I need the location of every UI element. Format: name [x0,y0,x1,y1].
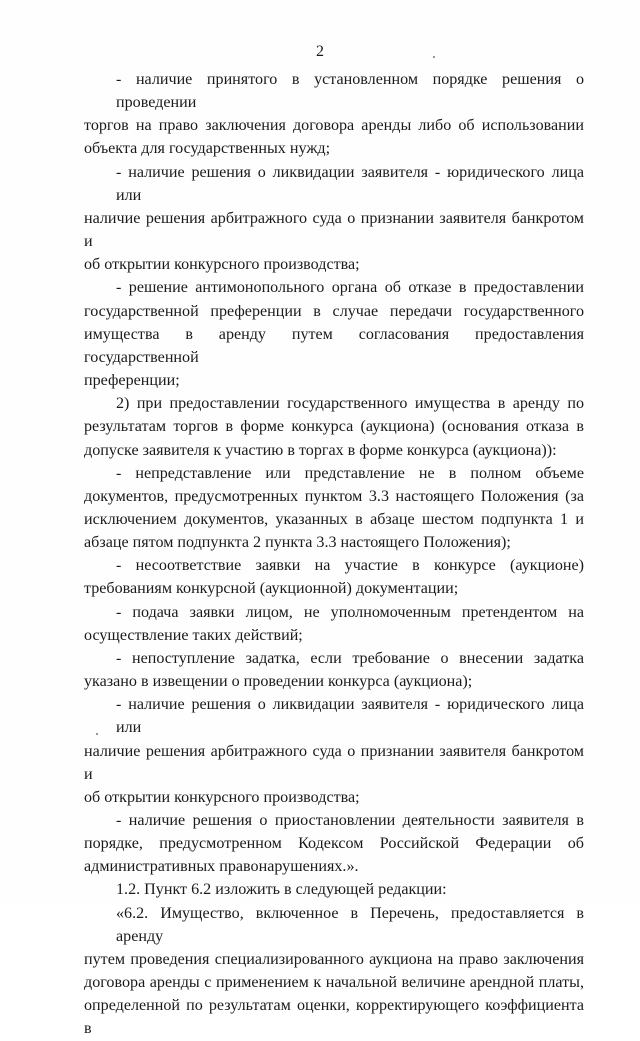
text-line: имущества в аренду путем согласования предоставления государственной [84,325,584,366]
text-line: объекта для государственных нужд; [84,140,331,158]
text-line: - несоответствие заявки на участие в конкурсе (аукционе) [116,557,584,575]
text-line: требованиям конкурсной (аукционной) документации; [84,580,459,598]
text-line: осуществление таких действий; [84,626,303,644]
text-line: договора аренды с применением к начальной величине арендной платы, [84,974,584,992]
text-line: исключением документов, указанных в абзаце шестом подпункта 1 и [84,510,584,528]
text-line: указано в извещении о проведении конкурса (аукциона); [84,673,473,691]
text-line: документов, предусмотренных пунктом 3.3 настоящего Положения (за [84,487,584,505]
text-line: преференции; [84,372,180,390]
text-line: - наличие решения о ликвидации заявителя - юридического лица или [116,696,584,737]
text-line: административных правонарушениях.». [84,858,359,876]
text-line: - непредставление или представление не в полном объеме [116,464,584,482]
text-line: наличие решения арбитражного суда о признании заявителя банкротом и [84,209,584,251]
text-line: абзаце пятом подпункта 2 пункта 3.3 настоящего Положения); [84,534,511,552]
page-number: 2 [316,43,324,60]
text-line: - наличие решения о приостановлении деятельности заявителя в [116,812,584,829]
text-line: допуске заявителя к участию в торгах в форме конкурса (аукциона)): [84,441,557,459]
text-line: государственной преференции в случае передачи государственного [84,302,584,320]
text-line: - подача заявки лицом, не уполномоченным претендентом на [116,603,584,621]
text-line: - решение антимонопольного органа об отказе в предоставлении [116,279,584,297]
text-line: 1.2. Пункт 6.2 изложить в следующей редакции: [116,881,447,899]
text-line: «6.2. Имущество, включенное в Перечень, предоставляется в аренду [116,904,584,945]
text-line: - наличие принятого в установленном порядке решения о проведении [116,71,584,112]
text-line: путем проведения специализированного аукциона на право заключения [84,950,584,968]
text-line: порядке, предусмотренном Кодексом Российской Федерации об [84,835,584,853]
text-line: наличие решения арбитражного суда о признании заявителя банкротом и [84,742,584,783]
text-line: - непоступление задатка, если требование о внесении задатка [116,649,584,667]
text-line: об открытии конкурсного производства; [84,256,360,274]
text-line: - наличие решения о ликвидации заявителя - юридического лица или [116,163,584,204]
text-line: торгов на право заключения договора аренды либо об использовании [84,117,584,135]
document-body [84,68,584,1041]
text-line: 2) при предоставлении государственного имущества в аренду по [116,395,584,413]
scan-speck [433,56,435,58]
scan-speck [96,733,98,735]
text-line: определенной по результатам оценки, корректирующего коэффициента в [84,997,584,1038]
text-line: результатам торгов в форме конкурса (аукциона) (основания отказа в [84,418,584,436]
text-line: об открытии конкурсного производства; [84,788,360,806]
